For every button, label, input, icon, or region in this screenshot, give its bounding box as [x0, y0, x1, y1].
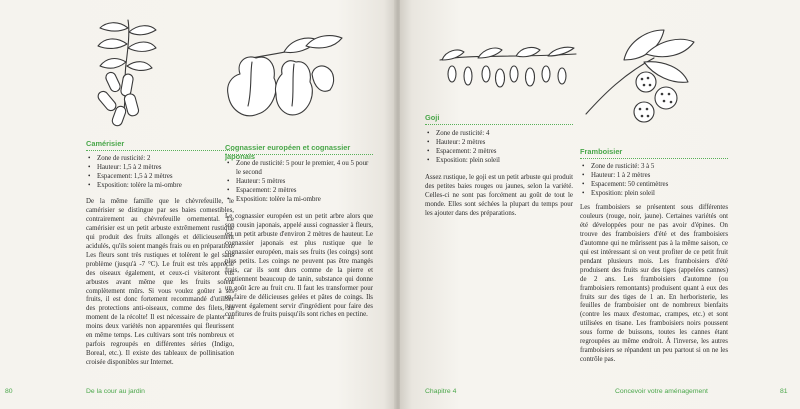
- left-page-number: 80: [5, 388, 13, 395]
- camerisier-title-rule: [86, 150, 234, 151]
- spec-item: • Zone de rusticité: 5 pour le premier, 4 ou 5 pour le second: [227, 160, 373, 178]
- spec-item: • Zone de rusticité: 3 à 5: [582, 163, 728, 172]
- right-page: [400, 0, 800, 409]
- spec-item: • Exposition: tolère la mi-ombre: [88, 182, 234, 191]
- framboisier-title: Framboisier: [580, 147, 623, 156]
- spec-item: • Hauteur: 1,5 à 2 mètres: [88, 164, 234, 173]
- framboisier-specs: [582, 163, 728, 199]
- goji-column: [425, 0, 573, 409]
- goji-title: Goji: [425, 113, 440, 122]
- right-page-number: 81: [780, 388, 788, 395]
- goji-specs: [427, 130, 573, 166]
- spec-item: • Espacement: 2 mètres: [427, 148, 573, 157]
- spec-item: • Espacement: 50 centimètres: [582, 181, 728, 190]
- goji-title-rule: [425, 124, 573, 125]
- spec-item: • Hauteur: 5 mètres: [227, 178, 373, 187]
- spec-item: • Exposition: plein soleil: [582, 190, 728, 199]
- right-running-footer: Concevoir votre aménagement: [615, 388, 708, 395]
- spec-item: • Exposition: plein soleil: [427, 157, 573, 166]
- cognassier-specs: [227, 160, 373, 205]
- camerisier-paragraph: De la même famille que le chèvrefeuille, le camérisier se distingue par ses baies comestibles, contrairement au chèvrefeuille ornemental. Le camérisier est un petit arbuste extrêmement rustique qui produit des fruits allongés et délicieusement acidulés, qu'ils soient mangés frais ou en préparation. Les fleurs sont très rustiques et tolèrent le gel sans problème (jusqu'à -7 °C). Le fruit est très apprécié des oiseaux également, et ceux-ci visiteront vos arbustes avant même que les fruits soient complètement mûrs. Si vous voulez goûter à ses fruits, il est donc fortement recommandé d'utiliser des protections anti-oiseaux, comme des filets, au moment de la récolte! Il est nécessaire de planter au moins deux variétés non apparentées qui fleurissent en même temps. Les cultivars sont très nombreux et parfois regroupés en différentes séries (Indigo, Boreal, etc.). Il existe des tableaux de pollinisation croisée disponibles sur Internet.: [86, 198, 234, 367]
- spec-item: • Hauteur: 1 à 2 mètres: [582, 172, 728, 181]
- spec-item: • Hauteur: 2 mètres: [427, 139, 573, 148]
- framboisier-column: [580, 0, 728, 409]
- framboisier-paragraph: Les framboisiers se présentent sous différentes couleurs (rouge, noir, jaune). Certaines variétés ont été développées pour ne pas avoir d'épines. On trouve des framboisiers d'été et des framboisiers d'automne qui ne mûrissent pas à la même saison, ce qui est intéressant si on veut profiter de ce petit fruit pendant plusieurs mois. Les framboisiers d'été produisent des fruits sur des tiges (appelées cannes) de 2 ans. Les framboisiers d'automne (ou framboisiers remontants) produisent quant à eux des fruits sur des tiges de 1 an. En herboristerie, les feuilles de framboisier ont de nombreux bienfaits (contre les maux d'estomac, crampes, etc.) et sont utilisées en tisane. Les framboisiers noirs poussent sous forme de buissons, toutes les cannes étant regroupées au même endroit. À l'inverse, les autres framboisiers se répandent un peu partout si on ne les contrôle pas.: [580, 204, 728, 364]
- spec-item: • Zone de rusticité: 2: [88, 155, 234, 164]
- spec-item: • Espacement: 2 mètres: [227, 187, 373, 196]
- spec-item: • Exposition: tolère la mi-ombre: [227, 196, 373, 205]
- camerisier-title: Camérisier: [86, 139, 125, 148]
- right-chapter-label: Chapitre 4: [425, 388, 457, 395]
- camerisier-column: [86, 0, 234, 409]
- framboisier-title-rule: [580, 158, 728, 159]
- cognassier-title-rule: [225, 154, 373, 155]
- cognassier-column: [225, 0, 373, 409]
- spec-item: • Espacement: 1,5 à 2 mètres: [88, 173, 234, 182]
- camerisier-specs: [88, 155, 234, 191]
- cognassier-title: Cognassier européen et cognassier japonais: [225, 143, 351, 161]
- spec-item: • Zone de rusticité: 4: [427, 130, 573, 139]
- left-page: [0, 0, 396, 409]
- left-running-footer: De la cour au jardin: [86, 388, 145, 395]
- goji-paragraph: Assez rustique, le goji est un petit arbuste qui produit des petites baies rouges ou jaunes, selon la variété. Celles-ci ne sont pas forcément au goût de tout le monde. Elles sont séchées la plupart du temps pour les ajouter dans des préparations.: [425, 174, 573, 217]
- cognassier-paragraph: Le cognassier européen est un petit arbre alors que son cousin japonais, appelé aussi cognassier à fleurs, est un petit arbuste d'environ 2 mètres de hauteur. Le cognassier japonais est plus rustique que le cognassier européen, mais ses fruits (les coings) sont plus petits. Les coings ne peuvent pas être mangés frais, car ils sont durs comme de la pierre et contiennent beaucoup de tanin, substance qui donne un goût âcre au fruit cru. Il faut les transformer pour en faire de délicieuses gelées et pâtes de coings. Ils peuvent également servir d'ingrédient pour faire des confitures de fruits puisqu'ils sont riches en pectine.: [225, 213, 373, 319]
